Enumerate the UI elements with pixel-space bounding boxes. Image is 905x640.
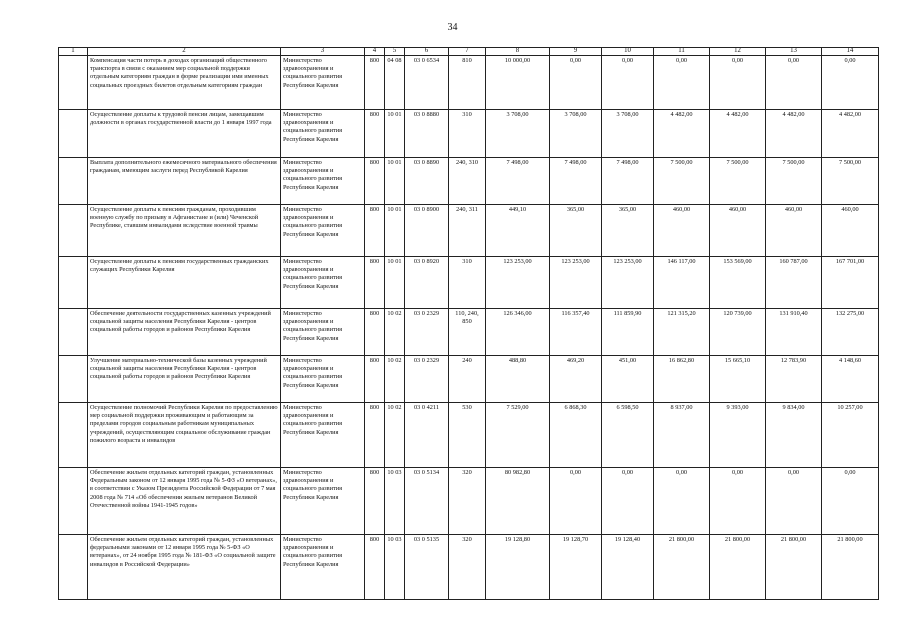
amount-cell: 6 598,50	[602, 402, 654, 467]
row-number-cell	[59, 467, 88, 534]
row-number-cell	[59, 157, 88, 204]
amount-cell: 0,00	[602, 55, 654, 109]
table-row	[59, 256, 879, 308]
row-number-cell	[59, 402, 88, 467]
table-row	[59, 355, 879, 402]
amount-cell: 132 275,00	[822, 308, 879, 355]
table-row	[59, 534, 879, 599]
section-code-cell: 10 02	[385, 402, 405, 467]
measure-name-cell: Осуществление доплаты к пенсиям государственных гражданских служащих Республики Карелия	[88, 256, 281, 308]
amount-cell: 3 708,00	[602, 109, 654, 157]
grbs-code-cell: 800	[365, 534, 385, 599]
column-number: 13	[766, 48, 822, 56]
amount-cell: 0,00	[550, 467, 602, 534]
amount-cell: 0,00	[822, 467, 879, 534]
amount-cell: 7 500,00	[654, 157, 710, 204]
amount-cell: 0,00	[654, 467, 710, 534]
target-article-cell: 03 0 2329	[405, 308, 449, 355]
section-code-cell: 10 03	[385, 534, 405, 599]
amount-cell: 123 253,00	[550, 256, 602, 308]
amount-cell: 10 000,00	[486, 55, 550, 109]
amount-cell: 131 910,40	[766, 308, 822, 355]
target-article-cell: 03 0 8880	[405, 109, 449, 157]
column-number: 2	[88, 48, 281, 56]
amount-cell: 123 253,00	[602, 256, 654, 308]
measure-name-cell: Обеспечение жильем отдельных категорий граждан, установленных Федеральным законом от 12 января 1995 года № 5-ФЗ «О ветеранах», в соответствии с Указом Президента Российской Федерации от 7 мая 2008 года № 714 «Об обеспечении жильем ветеранов Великой Отечественной войны 1941-1945 годов»	[88, 467, 281, 534]
amount-cell: 9 393,00	[710, 402, 766, 467]
row-number-cell	[59, 308, 88, 355]
table-row	[59, 109, 879, 157]
grbs-code-cell: 800	[365, 402, 385, 467]
amount-cell: 0,00	[602, 467, 654, 534]
column-number: 11	[654, 48, 710, 56]
amount-cell: 19 128,80	[486, 534, 550, 599]
amount-cell: 469,20	[550, 355, 602, 402]
amount-cell: 365,00	[602, 204, 654, 256]
amount-cell: 460,00	[766, 204, 822, 256]
expense-type-cell: 240	[449, 355, 486, 402]
grbs-code-cell: 800	[365, 467, 385, 534]
amount-cell: 0,00	[654, 55, 710, 109]
grbs-code-cell: 800	[365, 355, 385, 402]
expense-type-cell: 110, 240, 850	[449, 308, 486, 355]
expense-type-cell: 320	[449, 534, 486, 599]
table-row	[59, 157, 879, 204]
measure-name-cell: Улучшение материально-технической базы казенных учреждений социальной защиты населения Республики Карелия - центров социальной работы городов и районов Республики Карелия	[88, 355, 281, 402]
column-number: 8	[486, 48, 550, 56]
expense-type-cell: 810	[449, 55, 486, 109]
column-number-row	[59, 48, 879, 56]
amount-cell: 160 787,00	[766, 256, 822, 308]
amount-cell: 19 128,40	[602, 534, 654, 599]
amount-cell: 7 500,00	[822, 157, 879, 204]
amount-cell: 15 665,10	[710, 355, 766, 402]
amount-cell: 21 800,00	[766, 534, 822, 599]
amount-cell: 9 834,00	[766, 402, 822, 467]
grbs-code-cell: 800	[365, 308, 385, 355]
column-number: 10	[602, 48, 654, 56]
amount-cell: 0,00	[822, 55, 879, 109]
budget-table	[58, 47, 879, 600]
section-code-cell: 10 01	[385, 109, 405, 157]
amount-cell: 12 783,90	[766, 355, 822, 402]
row-number-cell	[59, 204, 88, 256]
amount-cell: 6 868,30	[550, 402, 602, 467]
section-code-cell: 10 02	[385, 355, 405, 402]
amount-cell: 16 862,80	[654, 355, 710, 402]
section-code-cell: 04 08	[385, 55, 405, 109]
expense-type-cell: 240, 311	[449, 204, 486, 256]
amount-cell: 126 346,00	[486, 308, 550, 355]
amount-cell: 7 498,00	[602, 157, 654, 204]
amount-cell: 0,00	[710, 467, 766, 534]
amount-cell: 21 800,00	[654, 534, 710, 599]
measure-name-cell: Выплата дополнительного ежемесячного материального обеспечения гражданам, имеющим заслуги перед Республикой Карелия	[88, 157, 281, 204]
table-row	[59, 204, 879, 256]
column-number: 12	[710, 48, 766, 56]
section-code-cell: 10 03	[385, 467, 405, 534]
ministry-cell: Министерство здравоохранения и социального развития Республики Карелия	[281, 55, 365, 109]
table-row	[59, 55, 879, 109]
column-number: 1	[59, 48, 88, 56]
amount-cell: 123 253,00	[486, 256, 550, 308]
table-row	[59, 308, 879, 355]
column-number: 9	[550, 48, 602, 56]
ministry-cell: Министерство здравоохранения и социального развития Республики Карелия	[281, 256, 365, 308]
row-number-cell	[59, 55, 88, 109]
amount-cell: 167 701,00	[822, 256, 879, 308]
measure-name-cell: Обеспечение деятельности государственных казенных учреждений социальной защиты населения Республики Карелия - центров социальной работы городов и районов Республики Карелия	[88, 308, 281, 355]
grbs-code-cell: 800	[365, 157, 385, 204]
amount-cell: 120 739,00	[710, 308, 766, 355]
amount-cell: 10 257,00	[822, 402, 879, 467]
ministry-cell: Министерство здравоохранения и социального развития Республики Карелия	[281, 402, 365, 467]
ministry-cell: Министерство здравоохранения и социального развития Республики Карелия	[281, 157, 365, 204]
amount-cell: 4 482,00	[766, 109, 822, 157]
target-article-cell: 03 0 8900	[405, 204, 449, 256]
target-article-cell: 03 0 8890	[405, 157, 449, 204]
amount-cell: 3 708,00	[550, 109, 602, 157]
row-number-cell	[59, 355, 88, 402]
amount-cell: 116 357,40	[550, 308, 602, 355]
ministry-cell: Министерство здравоохранения и социального развития Республики Карелия	[281, 467, 365, 534]
amount-cell: 7 498,00	[550, 157, 602, 204]
expense-type-cell: 310	[449, 109, 486, 157]
section-code-cell: 10 01	[385, 204, 405, 256]
target-article-cell: 03 0 8920	[405, 256, 449, 308]
amount-cell: 451,00	[602, 355, 654, 402]
amount-cell: 4 482,00	[822, 109, 879, 157]
grbs-code-cell: 800	[365, 109, 385, 157]
column-number: 14	[822, 48, 879, 56]
amount-cell: 0,00	[710, 55, 766, 109]
amount-cell: 7 500,00	[710, 157, 766, 204]
expense-type-cell: 320	[449, 467, 486, 534]
amount-cell: 21 800,00	[822, 534, 879, 599]
amount-cell: 460,00	[822, 204, 879, 256]
grbs-code-cell: 800	[365, 55, 385, 109]
section-code-cell: 10 01	[385, 157, 405, 204]
amount-cell: 8 937,00	[654, 402, 710, 467]
grbs-code-cell: 800	[365, 204, 385, 256]
column-number: 5	[385, 48, 405, 56]
amount-cell: 4 482,00	[654, 109, 710, 157]
row-number-cell	[59, 256, 88, 308]
target-article-cell: 03 0 6534	[405, 55, 449, 109]
page-number: 34	[447, 22, 458, 33]
amount-cell: 7 498,00	[486, 157, 550, 204]
table-row	[59, 467, 879, 534]
expense-type-cell: 530	[449, 402, 486, 467]
measure-name-cell: Осуществление доплаты к пенсиям гражданам, проходившим военную службу по призыву в Афганистане и (или) Чеченской Республике, ставшим инвалидами вследствие военной травмы	[88, 204, 281, 256]
grbs-code-cell: 800	[365, 256, 385, 308]
amount-cell: 146 117,00	[654, 256, 710, 308]
amount-cell: 488,80	[486, 355, 550, 402]
column-number: 3	[281, 48, 365, 56]
amount-cell: 80 982,80	[486, 467, 550, 534]
ministry-cell: Министерство здравоохранения и социального развития Республики Карелия	[281, 355, 365, 402]
amount-cell: 7 500,00	[766, 157, 822, 204]
measure-name-cell: Осуществление полномочий Республики Карелия по предоставлению мер социальной поддержки проживающим и работающим за пределами городов социальным работникам муниципальных учреждений, осуществляющим социальное обслуживание граждан пожилого возраста и инвалидов	[88, 402, 281, 467]
row-number-cell	[59, 109, 88, 157]
amount-cell: 449,10	[486, 204, 550, 256]
amount-cell: 460,00	[654, 204, 710, 256]
column-number: 6	[405, 48, 449, 56]
measure-name-cell: Обеспечение жильем отдельных категорий граждан, установленных федеральными законами от 12 января 1995 года № 5-ФЗ «О ветеранах», от 24 ноября 1995 года № 181-ФЗ «О социальной защите инвалидов в Российской Федерации»	[88, 534, 281, 599]
measure-name-cell: Осуществление доплаты к трудовой пенсии лицам, замещавшим должности в органах государственной власти до 1 января 1997 года	[88, 109, 281, 157]
column-number: 4	[365, 48, 385, 56]
section-code-cell: 10 02	[385, 308, 405, 355]
row-number-cell	[59, 534, 88, 599]
amount-cell: 153 569,00	[710, 256, 766, 308]
amount-cell: 0,00	[766, 467, 822, 534]
ministry-cell: Министерство здравоохранения и социального развития Республики Карелия	[281, 109, 365, 157]
amount-cell: 4 482,00	[710, 109, 766, 157]
expense-type-cell: 310	[449, 256, 486, 308]
column-number: 7	[449, 48, 486, 56]
ministry-cell: Министерство здравоохранения и социального развития Республики Карелия	[281, 308, 365, 355]
section-code-cell: 10 01	[385, 256, 405, 308]
amount-cell: 4 148,60	[822, 355, 879, 402]
amount-cell: 0,00	[550, 55, 602, 109]
measure-name-cell: Компенсация части потерь в доходах организаций общественного транспорта в связи с оказанием мер социальной поддержки отдельным категориям граждан в форме реализации ими именных социальных проездных билетов отдельным категориям граждан	[88, 55, 281, 109]
amount-cell: 0,00	[766, 55, 822, 109]
target-article-cell: 03 0 4211	[405, 402, 449, 467]
amount-cell: 21 800,00	[710, 534, 766, 599]
target-article-cell: 03 0 5134	[405, 467, 449, 534]
target-article-cell: 03 0 2329	[405, 355, 449, 402]
table-row	[59, 402, 879, 467]
ministry-cell: Министерство здравоохранения и социального развития Республики Карелия	[281, 534, 365, 599]
amount-cell: 111 859,90	[602, 308, 654, 355]
amount-cell: 365,00	[550, 204, 602, 256]
amount-cell: 7 529,00	[486, 402, 550, 467]
expense-type-cell: 240, 310	[449, 157, 486, 204]
amount-cell: 19 128,70	[550, 534, 602, 599]
amount-cell: 121 315,20	[654, 308, 710, 355]
ministry-cell: Министерство здравоохранения и социального развития Республики Карелия	[281, 204, 365, 256]
amount-cell: 3 708,00	[486, 109, 550, 157]
amount-cell: 460,00	[710, 204, 766, 256]
target-article-cell: 03 0 5135	[405, 534, 449, 599]
